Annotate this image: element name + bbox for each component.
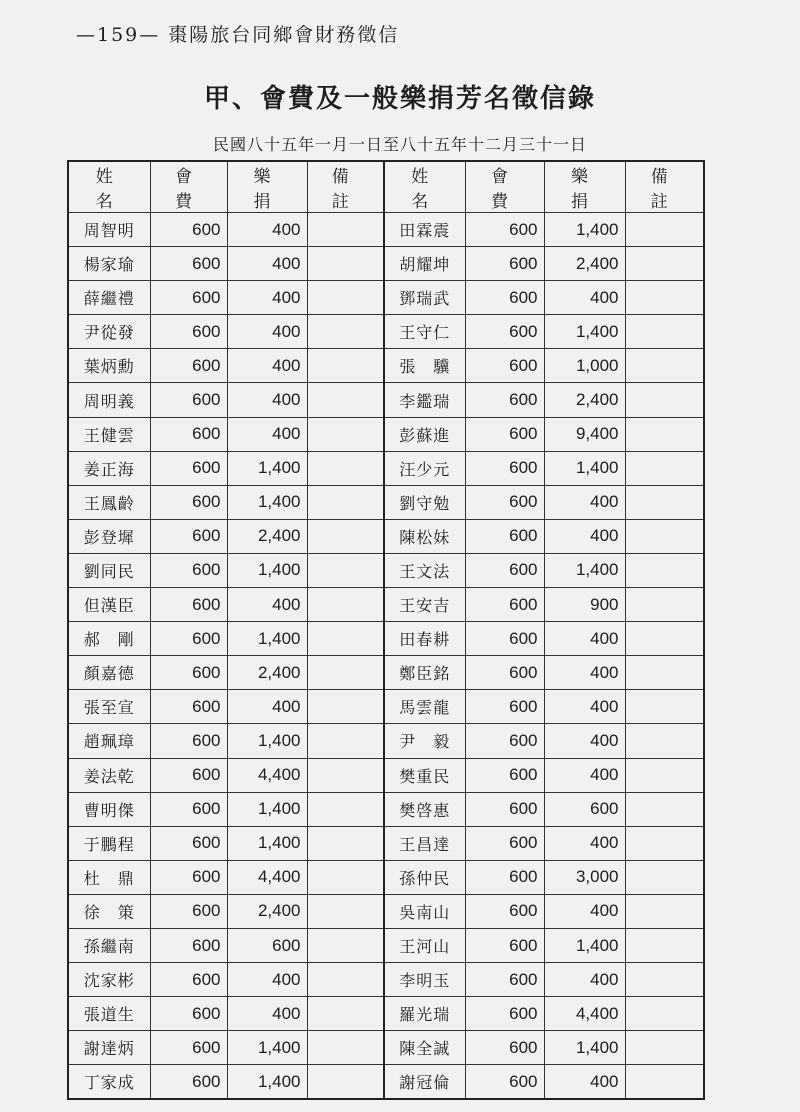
remark-cell [625, 417, 704, 451]
donation-cell: 4,400 [227, 758, 307, 792]
member-name-cell: 陳全誠 [384, 1031, 465, 1065]
remark-cell [307, 451, 384, 485]
member-name-cell: 羅光瑞 [384, 997, 465, 1031]
donation-cell: 400 [227, 588, 307, 622]
fee-cell: 600 [465, 349, 544, 383]
donation-cell: 1,400 [227, 622, 307, 656]
fee-cell: 600 [465, 928, 544, 962]
fee-cell: 600 [465, 417, 544, 451]
member-name-cell: 葉炳勳 [68, 349, 150, 383]
remark-cell [625, 997, 704, 1031]
member-name-cell: 徐 策 [68, 894, 150, 928]
donation-cell: 1,400 [544, 451, 625, 485]
donation-cell: 600 [227, 928, 307, 962]
remark-cell [625, 792, 704, 826]
col-header-fee: 會 費 [465, 161, 544, 213]
table-row [68, 315, 704, 349]
donation-cell: 1,400 [544, 213, 625, 247]
donation-cell: 1,400 [544, 928, 625, 962]
fee-cell: 600 [465, 792, 544, 826]
donation-cell: 2,400 [227, 519, 307, 553]
fee-cell: 600 [150, 349, 227, 383]
donation-cell: 2,400 [544, 383, 625, 417]
member-name-cell: 彭蘇進 [384, 417, 465, 451]
remark-cell [625, 963, 704, 997]
fee-cell: 600 [465, 826, 544, 860]
fee-cell: 600 [150, 519, 227, 553]
donation-cell: 2,400 [544, 247, 625, 281]
member-name-cell: 周智明 [68, 213, 150, 247]
table-row [68, 485, 704, 519]
fee-cell: 600 [150, 588, 227, 622]
donation-cell: 400 [544, 281, 625, 315]
donation-cell: 400 [544, 826, 625, 860]
remark-cell [625, 553, 704, 587]
member-name-cell: 孫仲民 [384, 860, 465, 894]
remark-cell [307, 690, 384, 724]
donation-cell: 400 [544, 724, 625, 758]
remark-cell [307, 928, 384, 962]
fee-cell: 600 [465, 383, 544, 417]
remark-cell [625, 724, 704, 758]
donation-cell: 400 [544, 963, 625, 997]
remark-cell [625, 894, 704, 928]
member-name-cell: 丁家成 [68, 1065, 150, 1099]
member-name-cell: 李鑑瑞 [384, 383, 465, 417]
donation-cell: 400 [544, 894, 625, 928]
remark-cell [625, 485, 704, 519]
donation-cell: 1,400 [227, 826, 307, 860]
donation-ledger-table [67, 160, 705, 1100]
table-row [68, 860, 704, 894]
member-name-cell: 周明義 [68, 383, 150, 417]
fee-cell: 600 [150, 485, 227, 519]
donation-cell: 400 [544, 656, 625, 690]
remark-cell [307, 758, 384, 792]
member-name-cell: 張 驥 [384, 349, 465, 383]
donation-cell: 1,400 [544, 1031, 625, 1065]
table-row [68, 383, 704, 417]
fee-cell: 600 [150, 997, 227, 1031]
fee-cell: 600 [150, 860, 227, 894]
table-row [68, 928, 704, 962]
col-header-donation: 樂 捐 [544, 161, 625, 213]
table-row [68, 417, 704, 451]
table-row [68, 213, 704, 247]
remark-cell [307, 656, 384, 690]
fee-cell: 600 [150, 417, 227, 451]
donation-cell: 400 [544, 690, 625, 724]
table-row [68, 963, 704, 997]
donation-cell: 400 [227, 690, 307, 724]
remark-cell [625, 349, 704, 383]
donation-cell: 400 [227, 281, 307, 315]
fee-cell: 600 [150, 315, 227, 349]
fee-cell: 600 [150, 758, 227, 792]
table-row [68, 588, 704, 622]
fee-cell: 600 [150, 622, 227, 656]
donation-cell: 400 [544, 485, 625, 519]
remark-cell [625, 451, 704, 485]
fee-cell: 600 [465, 553, 544, 587]
table-row [68, 451, 704, 485]
member-name-cell: 但漢臣 [68, 588, 150, 622]
fee-cell: 600 [150, 553, 227, 587]
member-name-cell: 杜 鼎 [68, 860, 150, 894]
table-header-row [68, 161, 704, 213]
table-row [68, 894, 704, 928]
member-name-cell: 薛繼禮 [68, 281, 150, 315]
remark-cell [307, 997, 384, 1031]
remark-cell [625, 247, 704, 281]
remark-cell [307, 860, 384, 894]
col-header-fee: 會 費 [150, 161, 227, 213]
fee-cell: 600 [150, 656, 227, 690]
donation-cell: 1,400 [227, 451, 307, 485]
remark-cell [307, 485, 384, 519]
remark-cell [307, 963, 384, 997]
remark-cell [307, 588, 384, 622]
fee-cell: 600 [465, 860, 544, 894]
remark-cell [307, 553, 384, 587]
remark-cell [625, 928, 704, 962]
donation-cell: 1,400 [227, 724, 307, 758]
fee-cell: 600 [465, 656, 544, 690]
remark-cell [307, 213, 384, 247]
fee-cell: 600 [150, 213, 227, 247]
remark-cell [625, 622, 704, 656]
donation-cell: 400 [544, 1065, 625, 1099]
fee-cell: 600 [465, 963, 544, 997]
remark-cell [307, 315, 384, 349]
remark-cell [307, 417, 384, 451]
table-row [68, 519, 704, 553]
fee-cell: 600 [150, 1065, 227, 1099]
donation-cell: 400 [227, 963, 307, 997]
donation-cell: 400 [227, 247, 307, 281]
remark-cell [307, 519, 384, 553]
remark-cell [307, 247, 384, 281]
member-name-cell: 吳南山 [384, 894, 465, 928]
member-name-cell: 彭登墀 [68, 519, 150, 553]
member-name-cell: 汪少元 [384, 451, 465, 485]
remark-cell [307, 1031, 384, 1065]
remark-cell [307, 724, 384, 758]
fee-cell: 600 [150, 281, 227, 315]
member-name-cell: 陳松妹 [384, 519, 465, 553]
fee-cell: 600 [465, 622, 544, 656]
member-name-cell: 沈家彬 [68, 963, 150, 997]
member-name-cell: 王昌達 [384, 826, 465, 860]
donation-cell: 400 [227, 997, 307, 1031]
remark-cell [625, 519, 704, 553]
table-row [68, 724, 704, 758]
fee-cell: 600 [465, 758, 544, 792]
member-name-cell: 王鳳齡 [68, 485, 150, 519]
member-name-cell: 趙珮璋 [68, 724, 150, 758]
donation-cell: 900 [544, 588, 625, 622]
remark-cell [307, 826, 384, 860]
table-row [68, 997, 704, 1031]
fee-cell: 600 [150, 724, 227, 758]
donation-cell: 2,400 [227, 894, 307, 928]
fee-cell: 600 [465, 724, 544, 758]
fee-cell: 600 [150, 1031, 227, 1065]
table-body [68, 213, 704, 1099]
running-head: —159— 棗陽旅台同鄉會財務徵信 [76, 24, 400, 46]
donation-cell: 400 [227, 417, 307, 451]
period-subtitle: 民國八十五年一月一日至八十五年十二月三十一日 [212, 135, 587, 154]
fee-cell: 600 [150, 963, 227, 997]
member-name-cell: 尹 毅 [384, 724, 465, 758]
remark-cell [307, 792, 384, 826]
table-row [68, 656, 704, 690]
col-header-name: 姓 名 [68, 161, 150, 213]
fee-cell: 600 [465, 1031, 544, 1065]
member-name-cell: 王健雲 [68, 417, 150, 451]
col-header-name: 姓 名 [384, 161, 465, 213]
fee-cell: 600 [465, 281, 544, 315]
member-name-cell: 于鵬程 [68, 826, 150, 860]
donation-cell: 1,400 [227, 1031, 307, 1065]
donation-cell: 600 [544, 792, 625, 826]
member-name-cell: 樊重民 [384, 758, 465, 792]
donation-cell: 400 [544, 622, 625, 656]
member-name-cell: 姜正海 [68, 451, 150, 485]
member-name-cell: 顏嘉德 [68, 656, 150, 690]
page-title: 甲、會費及一般樂捐芳名徵信錄 [203, 84, 596, 114]
remark-cell [625, 1031, 704, 1065]
donation-cell: 1,000 [544, 349, 625, 383]
fee-cell: 600 [150, 383, 227, 417]
member-name-cell: 鄭臣銘 [384, 656, 465, 690]
donation-cell: 4,400 [227, 860, 307, 894]
fee-cell: 600 [465, 485, 544, 519]
member-name-cell: 楊家瑜 [68, 247, 150, 281]
remark-cell [625, 315, 704, 349]
remark-cell [307, 281, 384, 315]
remark-cell [625, 383, 704, 417]
fee-cell: 600 [465, 894, 544, 928]
remark-cell [625, 281, 704, 315]
member-name-cell: 樊啓惠 [384, 792, 465, 826]
fee-cell: 600 [465, 247, 544, 281]
member-name-cell: 王文法 [384, 553, 465, 587]
member-name-cell: 郝 剛 [68, 622, 150, 656]
donation-cell: 4,400 [544, 997, 625, 1031]
table-row [68, 281, 704, 315]
member-name-cell: 尹從發 [68, 315, 150, 349]
fee-cell: 600 [150, 247, 227, 281]
member-name-cell: 張道生 [68, 997, 150, 1031]
fee-cell: 600 [465, 997, 544, 1031]
table-row [68, 622, 704, 656]
member-name-cell: 曹明傑 [68, 792, 150, 826]
remark-cell [625, 860, 704, 894]
donation-cell: 3,000 [544, 860, 625, 894]
fee-cell: 600 [465, 588, 544, 622]
member-name-cell: 謝冠倫 [384, 1065, 465, 1099]
remark-cell [625, 758, 704, 792]
fee-cell: 600 [465, 690, 544, 724]
remark-cell [625, 656, 704, 690]
table-row [68, 1031, 704, 1065]
fee-cell: 600 [150, 792, 227, 826]
remark-cell [625, 826, 704, 860]
fee-cell: 600 [465, 315, 544, 349]
fee-cell: 600 [465, 451, 544, 485]
remark-cell [307, 622, 384, 656]
fee-cell: 600 [150, 826, 227, 860]
donation-cell: 400 [227, 383, 307, 417]
remark-cell [625, 213, 704, 247]
donation-cell: 9,400 [544, 417, 625, 451]
member-name-cell: 田春耕 [384, 622, 465, 656]
donation-cell: 1,400 [544, 553, 625, 587]
member-name-cell: 王河山 [384, 928, 465, 962]
table-row [68, 349, 704, 383]
fee-cell: 600 [150, 451, 227, 485]
remark-cell [307, 383, 384, 417]
col-header-remark: 備 註 [625, 161, 704, 213]
col-header-remark: 備 註 [307, 161, 384, 213]
member-name-cell: 馬雲龍 [384, 690, 465, 724]
member-name-cell: 王安吉 [384, 588, 465, 622]
member-name-cell: 劉守勉 [384, 485, 465, 519]
table-row [68, 826, 704, 860]
member-name-cell: 鄧瑞武 [384, 281, 465, 315]
fee-cell: 600 [150, 928, 227, 962]
member-name-cell: 孫繼南 [68, 928, 150, 962]
member-name-cell: 姜法乾 [68, 758, 150, 792]
donation-cell: 1,400 [227, 792, 307, 826]
donation-cell: 1,400 [544, 315, 625, 349]
remark-cell [625, 588, 704, 622]
member-name-cell: 胡耀坤 [384, 247, 465, 281]
member-name-cell: 謝達炳 [68, 1031, 150, 1065]
donation-cell: 1,400 [227, 553, 307, 587]
member-name-cell: 劉同民 [68, 553, 150, 587]
member-name-cell: 李明玉 [384, 963, 465, 997]
member-name-cell: 王守仁 [384, 315, 465, 349]
remark-cell [625, 690, 704, 724]
fee-cell: 600 [150, 690, 227, 724]
donation-cell: 400 [544, 519, 625, 553]
remark-cell [307, 1065, 384, 1099]
donation-cell: 400 [227, 349, 307, 383]
table-row [68, 792, 704, 826]
table-row [68, 758, 704, 792]
remark-cell [307, 349, 384, 383]
member-name-cell: 田霖震 [384, 213, 465, 247]
remark-cell [307, 894, 384, 928]
table-row [68, 247, 704, 281]
fee-cell: 600 [150, 894, 227, 928]
col-header-donation: 樂 捐 [227, 161, 307, 213]
donation-cell: 400 [544, 758, 625, 792]
donation-cell: 1,400 [227, 1065, 307, 1099]
fee-cell: 600 [465, 1065, 544, 1099]
donation-cell: 400 [227, 213, 307, 247]
donation-cell: 1,400 [227, 485, 307, 519]
donation-cell: 400 [227, 315, 307, 349]
table-row [68, 553, 704, 587]
table-row [68, 1065, 704, 1099]
remark-cell [625, 1065, 704, 1099]
fee-cell: 600 [465, 519, 544, 553]
table-row [68, 690, 704, 724]
fee-cell: 600 [465, 213, 544, 247]
donation-cell: 2,400 [227, 656, 307, 690]
member-name-cell: 張至宣 [68, 690, 150, 724]
